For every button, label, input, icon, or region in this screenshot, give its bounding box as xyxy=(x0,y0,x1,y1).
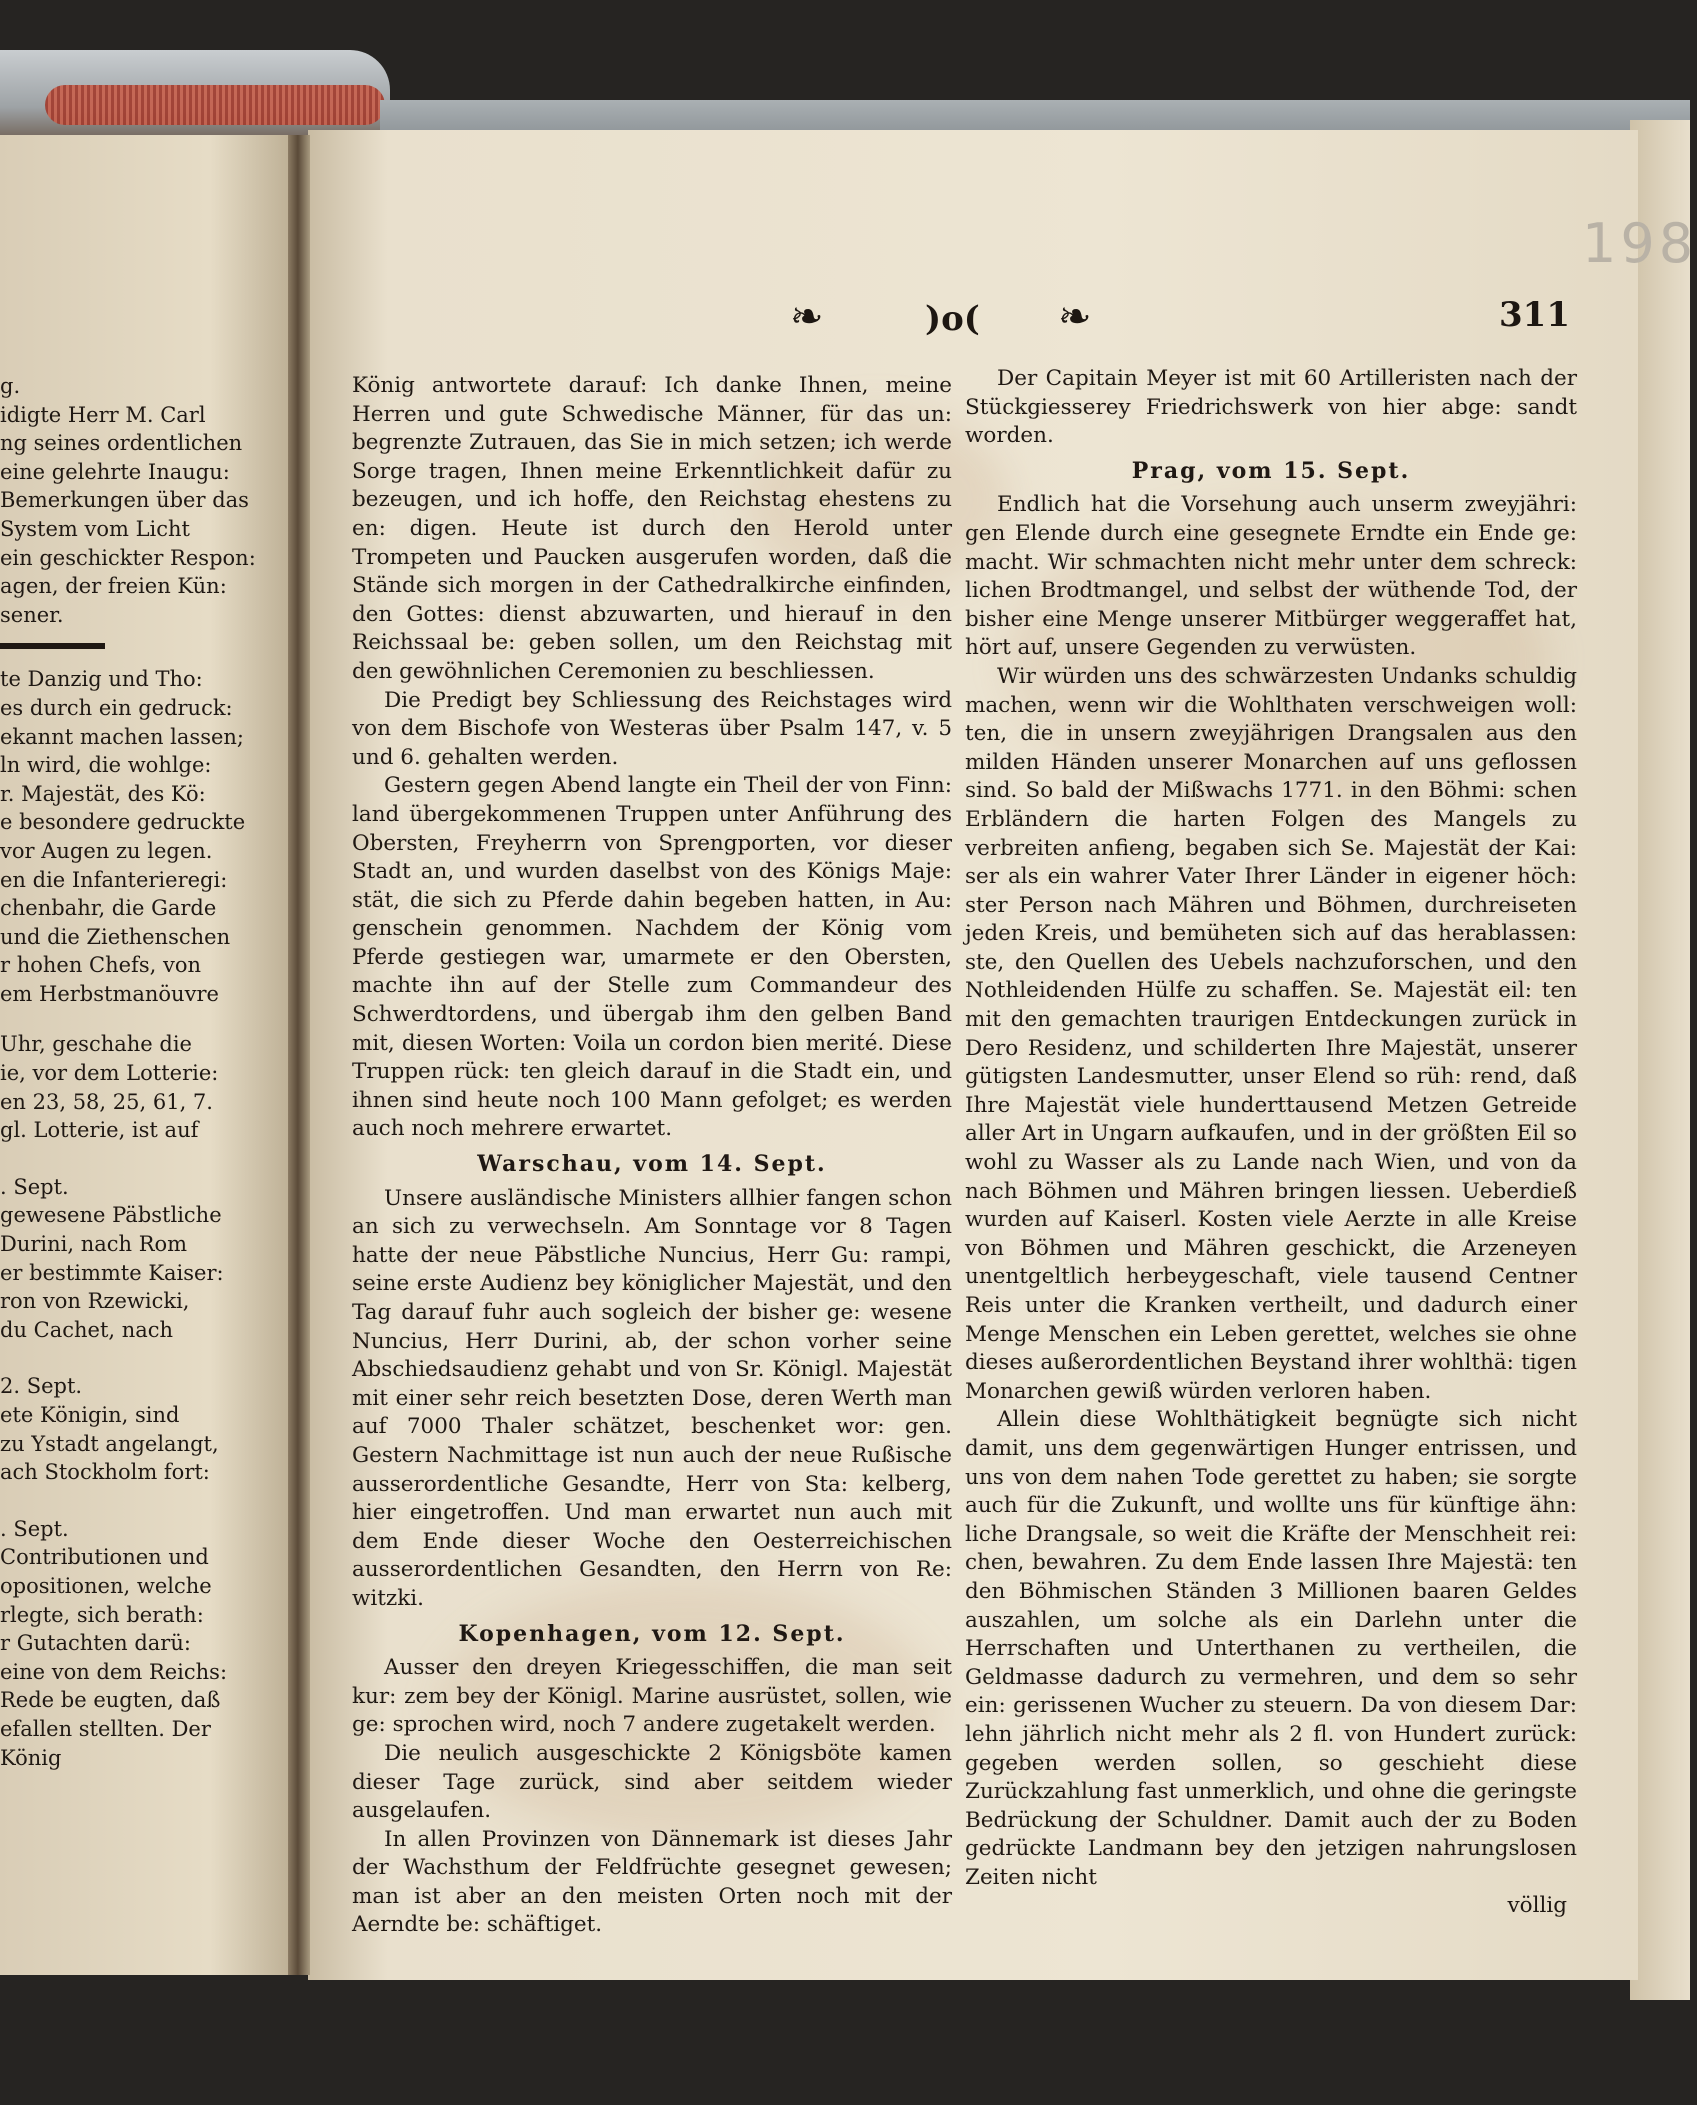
paragraph: Ausser den dreyen Kriegesschiffen, die man seit kur: zem bey der Königl. Marine ausrüstet, sollen, wie ge: sprochen wird, noch 7 andere zugetakelt werden. xyxy=(352,1655,952,1738)
paragraph: Endlich hat die Vorsehung auch unserm zweyjähri: gen Elende durch eine gesegnete Erndte ein Ende ge: macht. Wir schmachten nicht mehr unter dem schreck: lichen Brodtmangel, und selbst der wüthende Tod, der bisher eine Menge unserer Mitbürger weggeraffet hat, hört auf, unsere Gegenden zu verwüsten. xyxy=(965,492,1577,661)
paragraph: Wir würden uns des schwärzesten Undanks schuldig machen, wenn wir die Wohlthaten verschweigen woll: ten, die in unsern zweyjährigen Drangsalen aus den milden Händen unserer Monarchen auf uns geflossen sind. So bald der Mißwachs 1771. in den Böhmi: schen Erbländern die harten Folgen des Mangels zu verbreiten anfieng, begaben sich Se. Majestät der Kai: ser als ein wahrer Vater Ihrer Länder in eigener höch: ster Person nach Mähren und Böhmen, durchreiseten jeden Kreis, und bemüheten sich auf das herablassen: ste, den Quellen des Uebels nachzuforschen, und den Nothleidenden Hülfe zu schaffen. Se. Majestät eil: ten mit den gemachten traurigen Entdeckungen zurück in Dero Residenz, und schilderten Ihre Majestät, unserer gütigsten Landesmutter, unser Elend so rüh: rend, daß Ihre Majestät viele hunderttausend Metzen Getreide aller Art in Ungarn aufkaufen, und in der größten Eil so wohl zu Wasser als zu Lande nach Wien, und von da nach Böhmen und Mähren bringen liessen. Ueberdieß wurden auf Kaiserl. Kosten viele Aerzte in alle Kreise von Böhmen und Mähren geschickt, die Arzeneyen unentgeltlich herbeygeschaft, viele tausend Centner Reis unter die Kranken vertheilt, und dadurch einer Menge Menschen ein Leben gerettet, welches sie ohne dieses außerordentlichen Beystand ihrer wohlthä: tigen Monarchen gewiß würden verloren haben. xyxy=(965,663,1577,1404)
paragraph: König antwortete darauf: Ich danke Ihnen, meine Herren und gute Schwedische Männer, für das un: begrenzte Zutrauen, das Sie in mich setzen; ich werde Sorge tragen, Ihnen meine Erkenntlichkeit dafür zu bezeugen, und ich hoffe, den Reichstag ehestens zu en: digen. Heute ist durch den Herold unter Trompeten und Paucken ausgerufen worden, daß die Stände sich morgen in der Cathedralkirche einfinden, den Gottes: dienst abzuwarten, und hierauf in den Reichssaal be: geben sollen, um den Reichstag mit den gewöhnlichen Ceremonien zu beschliessen. xyxy=(352,373,952,684)
text-line: . Sept. xyxy=(0,1174,69,1199)
text-line: eine gelehrte Inaugu: xyxy=(0,459,230,484)
text-line: Contributionen und xyxy=(0,1545,209,1570)
text-line: 2. Sept. xyxy=(0,1374,83,1399)
text-line: r Gutachten darü: xyxy=(0,1631,191,1656)
paragraph: In allen Provinzen von Dännemark ist dieses Jahr der Wachsthum der Feldfrüchte gesegnet gewesen; man ist aber an den meisten Orten noch mit der Aerndte be: schäftiget. xyxy=(352,1826,952,1938)
text-line: zu Ystadt angelangt, xyxy=(0,1431,219,1456)
text-line: System vom Licht xyxy=(0,516,190,541)
text-line: es durch ein gedruck: xyxy=(0,695,233,720)
text-line: chenbahr, die Garde xyxy=(0,896,217,921)
left-block-lotto xyxy=(0,1030,228,1144)
text-line: Uhr, geschahe die xyxy=(0,1032,192,1057)
text-line: ekannt machen lassen; xyxy=(0,724,245,749)
text-line: r hohen Chefs, von xyxy=(0,953,201,978)
text-line: en 23, 58, 25, 61, 7. xyxy=(0,1089,213,1114)
text-line: . Sept. xyxy=(0,1516,69,1541)
text-line: rlegte, sich berath: xyxy=(0,1602,204,1627)
left-block-sept-3 xyxy=(0,1515,228,1772)
text-line: ete Königin, sind xyxy=(0,1403,180,1427)
catchword: völlig xyxy=(1507,1893,1567,1919)
text-line: agen, der freien Kün: xyxy=(0,574,227,599)
paragraph: Die neulich ausgeschickte 2 Königsböte kamen dieser Tage zurück, sind aber seitdem wieder ausgelaufen. xyxy=(352,1740,952,1824)
binding-thread xyxy=(45,85,385,125)
text-line: em Herbstmanöuvre xyxy=(0,981,219,1006)
page-header xyxy=(790,295,1570,345)
text-line: r. Majestät, des Kö: xyxy=(0,781,206,806)
paragraph: Gestern gegen Abend langte ein Theil der von Finn: land übergekommenen Truppen unter Anführung des Obersten, Freyherrn von Sprengporten, vor dieser Stadt an, und wurden daselbst von des Königs Maje: stät, die sich zu Pferde dahin begeben hatten, in Au: genschein genommen. Nachdem der König vom Pferde gestiegen war, umarmete er den Obersten, machte ihn auf der Stelle zum Commandeur des Schwerdtordens, und übergab ihm den gelben Band mit, diesen Worten: Voila un cordon bien merité. Diese Truppen rück: ten gleich darauf in die Stadt ein, und ihnen sind heute noch 100 Mann gefolget; es werden auch noch mehrere erwartet. xyxy=(352,773,952,1142)
middle-column xyxy=(352,372,952,1940)
text-line: Bemerkungen über das xyxy=(0,488,249,513)
dateline-warschau: Warschau, vom 14. Sept. xyxy=(477,1151,827,1178)
text-line: und die Ziethenschen xyxy=(0,924,231,949)
text-line: sener. xyxy=(0,602,64,627)
ornament-left-icon: ❧ xyxy=(790,294,824,340)
text-line: Durini, nach Rom xyxy=(0,1232,188,1257)
text-line: te Danzig und Tho: xyxy=(0,667,203,692)
dateline-prag: Prag, vom 15. Sept. xyxy=(1131,457,1411,484)
text-line: e besondere gedruckte xyxy=(0,810,246,835)
text-line: ng seines ordentlichen xyxy=(0,431,243,456)
book-gutter xyxy=(288,135,310,1975)
paragraph: Der Capitain Meyer ist mit 60 Artilleristen nach der Stückgiesserey Friedrichswerk von hier abge: sandt worden. xyxy=(965,366,1577,449)
text-line: du Cachet, nach xyxy=(0,1317,174,1342)
text-line: er bestimmte Kaiser: xyxy=(0,1260,224,1285)
library-stamp-number: 198 xyxy=(1582,212,1697,275)
paragraph: Allein diese Wohlthätigkeit begnügte sich nicht damit, uns dem gegenwärtigen Hunger entrissen, und uns von dem nahen Tode gerettet zu haben; sie sorgte auch für die Zukunft, und wollte uns für künftige ähn: liche Drangsale, so weit die Kräfte der Menschheit rei: chen, bewahren. Zu dem Ende lassen Ihre Majestä: ten den Böhmischen Ständen 3 Millionen baaren Geldes auszahlen, um solche als ein Darlehn unter die Herrschaften und Unterthanen zu vertheilen, die Geldmasse dadurch zu vermehren, und dem so sehr ein: gerissenen Wucher zu steuern. Da von diesem Dar: lehn jährlich nicht mehr als 2 fl. von Hundert zurück: gegeben werden sollen, so geschieht diese Zurückzahlung fast unmerklich, und ohne die geringste Bedrückung der Schuldner. Damit auch der zu Boden gedrückte Landmann bey den jetzigen nahrungslosen Zeiten nicht xyxy=(965,1407,1577,1890)
page-number: 311 xyxy=(1499,295,1570,335)
left-block-sept-2 xyxy=(0,1372,228,1486)
paragraph: Unsere ausländische Ministers allhier fangen schon an sich zu verwechseln. Am Sonntage vor 8 Tagen hatte der neue Päbstliche Nuncius, Herr Gu: rampi, seine erste Audienz bey königlicher Majestät, und den Tag darauf fuhr auch sogleich der bisher ge: wesene Nuncius, Herr Durini, ab, der schon vorher seine Abschiedsaudienz gehabt und von Sr. Königl. Majestät mit einer sehr reich besetzten Dose, deren Werth man auf 7000 Thaler schätzet, beschenket wor: gen. Gestern Nachmittage ist nun auch der neue Rußische ausserordentliche Gesandte, Herr von Sta: kelberg, hier eingetroffen. Und man erwartet nun auch mit dem Ende dieser Woche den Oesterreichischen ausserordentlichen Gesandten, den Herrn von Re: witzki. xyxy=(352,1185,952,1611)
section-rule xyxy=(0,643,105,649)
text-line: gewesene Päbstliche xyxy=(0,1203,222,1228)
text-line: gl. Lotterie, ist auf xyxy=(0,1118,199,1143)
text-line: g. xyxy=(0,374,21,398)
text-line: vor Augen zu legen. xyxy=(0,838,213,863)
text-line: König xyxy=(0,1745,62,1770)
paragraph: Die Predigt bey Schliessung des Reichstages wird von dem Bischofe von Westeras über Psalm 147, v. 5 und 6. gehalten werden. xyxy=(352,687,952,770)
left-block-top xyxy=(0,372,256,629)
text-line: ie, vor dem Lotterie: xyxy=(0,1061,219,1086)
text-line: en die Infanterieregi: xyxy=(0,867,228,892)
text-line: ln wird, die wohlge: xyxy=(0,753,212,778)
right-page-edge xyxy=(1630,120,1690,2000)
dateline-kopenhagen: Kopenhagen, vom 12. Sept. xyxy=(458,1620,846,1647)
right-column xyxy=(965,365,1577,1921)
left-block-sept-1 xyxy=(0,1173,228,1345)
text-line: Rede be eugten, daß xyxy=(0,1688,221,1713)
text-line: ach Stockholm fort: xyxy=(0,1460,210,1485)
ornament-center: )o( xyxy=(925,299,980,339)
text-line: ein geschickter Respon: xyxy=(0,545,256,570)
text-line: eine von dem Reichs: xyxy=(0,1659,228,1684)
left-page-column xyxy=(0,372,256,1772)
ornament-right-icon: ❧ xyxy=(1058,294,1092,340)
text-line: ron von Rzewicki, xyxy=(0,1289,190,1314)
text-line: idigte Herr M. Carl xyxy=(0,402,206,427)
text-line: opositionen, welche xyxy=(0,1573,212,1598)
left-block-mid xyxy=(0,665,246,1008)
text-line: efallen stellten. Der xyxy=(0,1716,211,1741)
